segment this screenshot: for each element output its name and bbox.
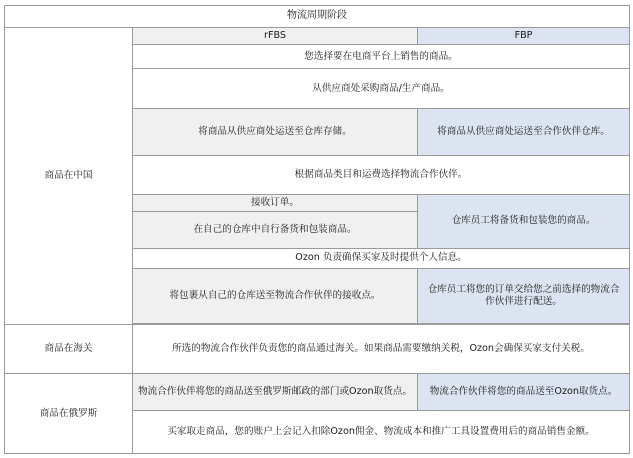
row-choose-product: 您选择要在电商平台上销售的商品。	[133, 45, 630, 69]
row-ship-to-own-warehouse: 将商品从供应商处运送至仓库存储。	[133, 109, 418, 155]
row-receive-order: 接收订单。	[133, 194, 418, 212]
row-ship-to-partner-warehouse: 将商品从供应商处运送至合作伙伴仓库。	[418, 109, 630, 155]
row-russia-fbp: 物流合作伙伴将您的商品送至Ozon取货点。	[418, 374, 630, 410]
row-pick-pack-self: 在自己的仓库中自行备货和包装商品。	[133, 212, 418, 248]
row-ozon-info: Ozon 负责确保买家及时提供个人信息。	[133, 248, 630, 269]
table-title: 物流周期阶段	[5, 6, 630, 28]
column-header-fbp: FBP	[418, 27, 630, 45]
column-header-rfbs: rFBS	[133, 27, 418, 45]
section-label-china: 商品在中国	[5, 27, 133, 324]
row-final: 买家取走商品，您的账户上会记入扣除Ozon佣金、物流成本和推广工具设置费用后的商品销售金额。	[133, 410, 630, 453]
logistics-cycle-table	[4, 5, 630, 454]
section-label-customs: 商品在海关	[5, 324, 133, 374]
row-pick-pack-staff: 仓库员工将备货和包装您的商品。	[418, 194, 630, 248]
row-russia-rfbs: 物流合作伙伴将您的商品送至俄罗斯邮政的部门或Ozon取货点。	[133, 374, 418, 410]
row-choose-partner: 根据商品类目和运费选择物流合作伙伴。	[133, 155, 630, 194]
row-customs: 所选的物流合作伙伴负责您的商品通过海关。如果商品需要缴纳关税，Ozon会确保买家支付关税。	[133, 324, 630, 374]
row-purchase: 从供应商处采购商品/生产商品。	[133, 68, 630, 108]
row-deliver-staff: 仓库员工将您的订单交给您之前选择的物流合作伙伴进行配送。	[418, 269, 630, 324]
section-label-russia: 商品在俄罗斯	[5, 374, 133, 454]
row-deliver-self: 将包裹从自己的仓库送至物流合作伙伴的接收点。	[133, 269, 418, 324]
